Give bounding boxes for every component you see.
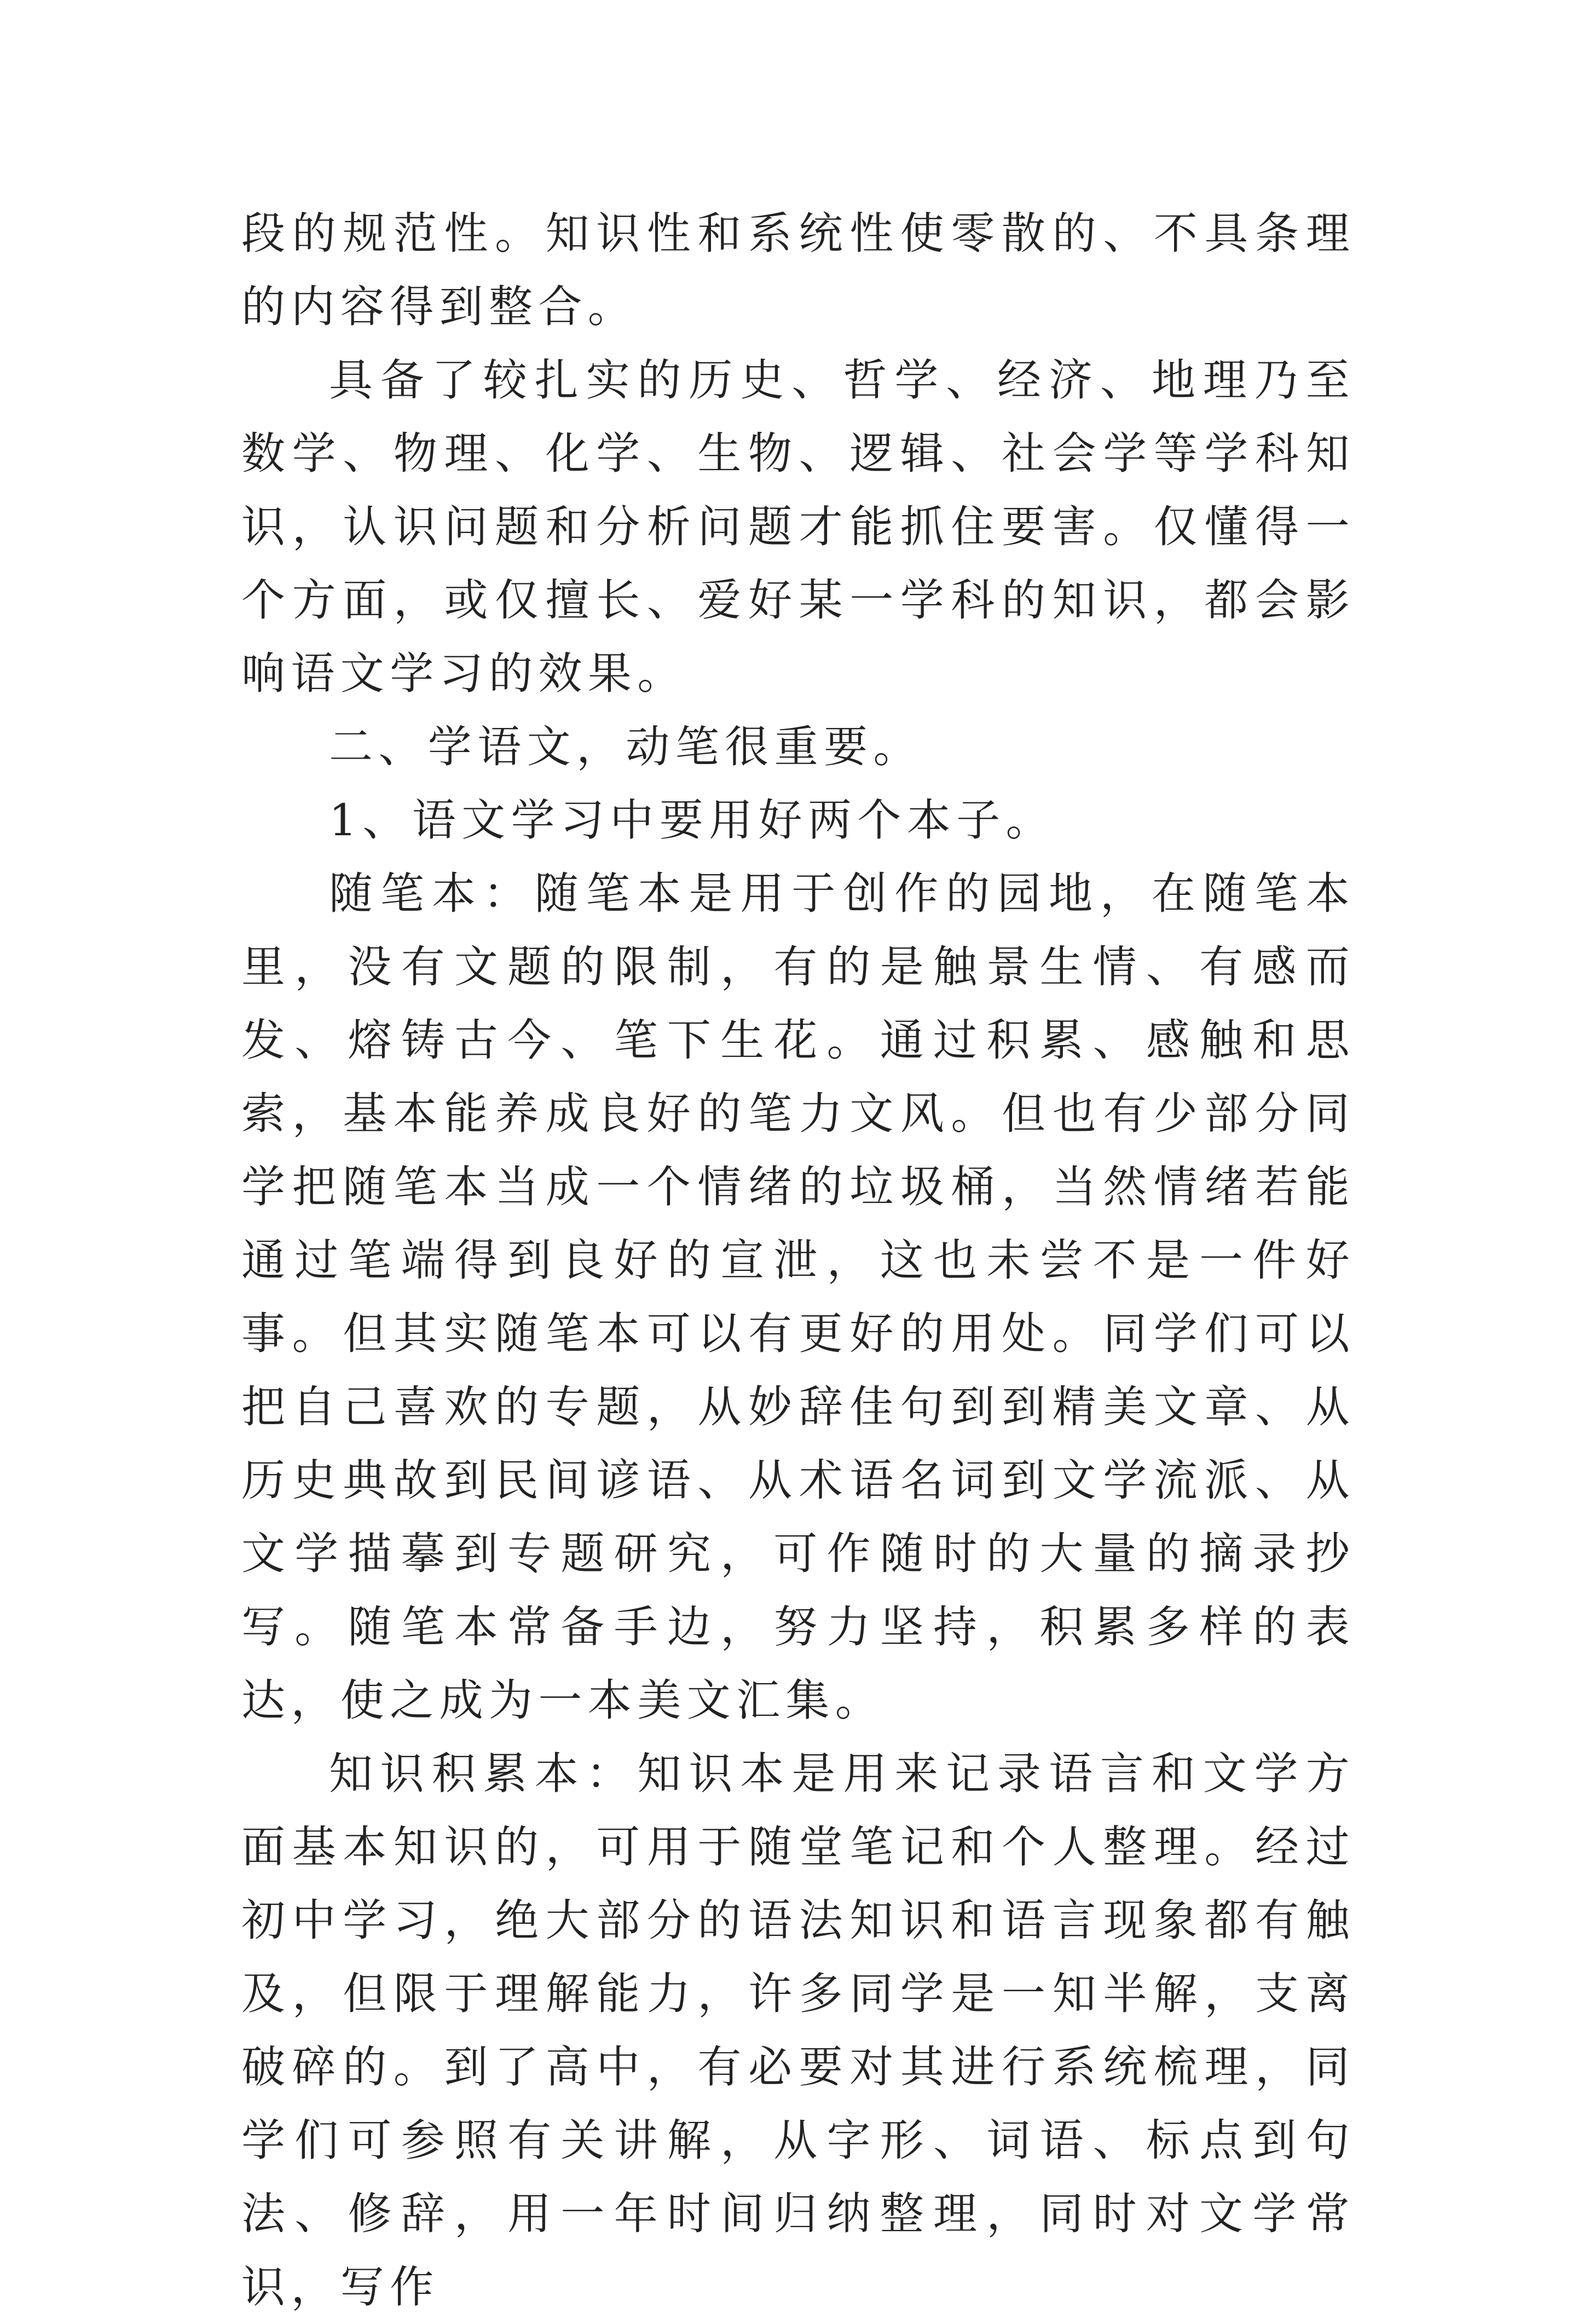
document-body [241,197,1355,2324]
paragraph-notebook-knowledge: 知识积累本：知识本是用来记录语言和文学方面基本知识的，可用于随堂笔记和个人整理。经过初中学习，绝大部分的语法知识和语言现象都有触及，但限于理解能力，许多同学是一知半解，支离破碎的。到了高中，有必要对其进行系统梳理，同学们可参照有关讲解，从字形、词语、标点到句法、修辞，用一年时间归纳整理，同时对文学常识，写作 [241,1748,1355,2313]
paragraph-2: 具备了较扎实的历史、哲学、经济、地理乃至数学、物理、化学、生物、逻辑、社会学等学科知识，认识问题和分析问题才能抓住要害。仅懂得一个方面，或仅擅长、爱好某一学科的知识，都会影响语文学习的效果。 [241,355,1355,699]
subsection-heading: 1、语文学习中要用好两个本子。 [329,795,1055,846]
section-heading: 二、学语文，动笔很重要。 [329,721,923,772]
paragraph-1: 段的规范性。知识性和系统性使零散的、不具条理的内容得到整合。 [241,208,1355,332]
paragraph-notebook-essay: 随笔本：随笔本是用于创作的园地，在随笔本里，没有文题的限制，有的是触景生情、有感而发、熔铸古今、笔下生花。通过积累、感触和思索，基本能养成良好的笔力文风。但也有少部分同学把随笔本当成一个情绪的垃圾桶，当然情绪若能通过笔端得到良好的宣泄，这也未尝不是一件好事。但其实随笔本可以有更好的用处。同学们可以把自己喜欢的专题，从妙辞佳句到到精美文章、从历史典故到民间谚语、从术语名词到文学流派、从文学描摹到专题研究，可作随时的大量的摘录抄写。随笔本常备手边，努力坚持，积累多样的表达，使之成为一本美文汇集。 [241,868,1355,1726]
